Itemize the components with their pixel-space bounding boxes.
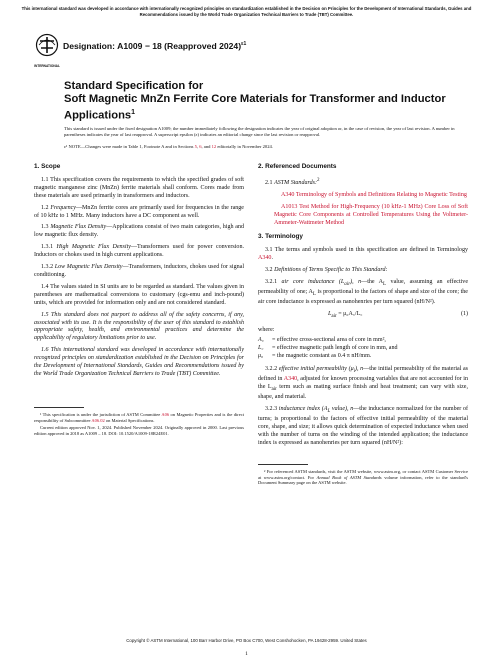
para-3-2-2: 3.2.2 effective initial permeability $(\mu_i)$, n—the initial permeability of the material as defined in A340, adjusted for known processing variables that are not accounted for in the $L_{air}$ term such as mating surface finish and heat treatment; can vary with size, shape, and material. [258,365,469,401]
document-title [64,80,464,123]
para-3-2-1: 3.2.1 air core inductance $(L_{air})$, n—the $A_L$ value, assuming an effective permeability of one; $A_L$ is proportional to the factors of shape and size of the core; the air core inductance is expressed as nanohenries per turn squared (nH/N²). [258,279,469,306]
copyright-line: Copyright © ASTM International, 100 Barr Harbor Drive, PO Box C700, West Conshohocken, PA 19428-2959. United States [126,638,367,643]
section-heading-terminology: 3. Terminology [258,233,303,241]
para-1-5: 1.5 This standard does not purport to address all of the safety concerns, if any, associated with its use. It is the responsibility of the user of this standard to establish appropriate safety, health, and environmental practices and determine the applicability of regulatory limitations prior to use. [34,311,244,342]
para-1-1: 1.1 This specification covers the requirements to which the specified grades of soft magnetic manganese zinc (MnZn) ferrite materials shall conform. Cores made from these materials are used primarily in transformers and inductors. [34,176,244,199]
left-column [34,161,244,439]
para-3-2: 3.2 Definitions of Terms Specific to This Standard: [265,267,388,274]
para-1-3: 1.3 Magnetic Flux Density—Applications consist of two main categories, high and low magnetic flux density. [34,224,244,239]
designation [63,41,246,51]
definition-row: A꜀ = effective cross-sectional area of core in mm², [258,337,386,344]
right-column [258,161,468,488]
section-heading-scope: 1. Scope [34,163,61,170]
para-1-3-1: 1.3.1 High Magnetic Flux Density—Transformers used for power conversion. Inductors or chokes used in high current applications. [34,244,244,259]
ref-a340: A340 Terminology of Symbols and Definitions Relating to Magnetic Testing [281,191,467,198]
title-line-2: Soft Magnetic MnZn Ferrite Core Materials for Transformer and Inductor Applications$^1$ [64,93,446,122]
equation-1-number: (1) [460,311,468,318]
equation-definitions [258,337,468,361]
footnote-1: ¹ This specification is under the jurisdiction of ASTM Committee A06 on Magnetic Properties and is the direct responsibility of Subcommittee A06.02 on Material Specifications. [34,411,244,423]
link-a1013[interactable]: A1013 [281,203,298,210]
page-number: 1 [245,651,248,657]
designation-text: Designation: A1009 − 18 (Reapproved 2024) [63,41,242,51]
title-line-1: Standard Specification for [64,80,204,92]
footnote-2: ² For referenced ASTM standards, visit the ASTM website, www.astm.org, or contact ASTM Customer Service at www.astm.org/contact. For Annual Book of ASTM Standards volume information, refer to the standard's Document Summary page on the ASTM website. [258,468,469,486]
link-subcommittee-a0602[interactable]: A06.02 [91,417,105,423]
footnote-rule [34,407,84,408]
changes-note: ε¹ NOTE—Changes were made in Table 1, Footnote A and in Sections 5, 6, and 12 editorially in November 2024. [64,144,273,149]
para-1-4: 1.4 The values stated in SI units are to be regarded as standard. The values given in parentheses are mathematical conversions to customary (cgs-emu and inch-pound) units, which are provided for information only and are not considered standard. [34,283,244,306]
definition-row: L꜀ = effective magnetic path length of core in mm, and [258,345,398,352]
logo-text: INTERNATIONAL [34,64,60,68]
equation-1 [258,311,468,321]
equation-1-body: $L_{air}$ = μ₀A꜀/L꜀ [328,311,363,320]
para-3-1: 3.1 The terms and symbols used in this specification are defined in Terminology A340. [258,247,468,262]
definition-row: μ₀ = the magnetic constant as 0.4 π nH/mm. [258,353,372,360]
astm-international-logo [34,33,60,68]
ref-a1013: A1013 Test Method for High-Frequency (10 kHz-1 MHz) Core Loss of Soft Magnetic Core Components at Controlled Temperatures Using the Voltmeter-Ammeter-Wattmeter Method [274,203,468,226]
link-committee-a06[interactable]: A06 [161,411,170,417]
link-section-5[interactable]: 5 [194,144,197,149]
section-heading-referenced-documents: 2. Referenced Documents [258,163,337,170]
designation-epsilon: ε1 [241,41,247,48]
link-a340[interactable]: A340 [281,191,295,198]
footnote-rule [258,464,308,465]
issuance-note: This standard is issued under the fixed designation A1009; the number immediately following the designation indicates the year of original adoption or, in the case of revision, the year of last revision. A number in parentheses indicates the year of last reapproval. A superscript epsilon (ε) indicates an editorial change since the last revision or reapproval. [64,126,455,137]
wto-notice: This international standard was developed in accordance with internationally recognized principles on standardization established in the Decision on Principles for the Development of International Standards, Guides and Recommendations issued by the World Trade Organization Technical Barriers to Trade (TBT) Committee. [21,6,472,17]
where-label: where: [258,327,275,334]
link-a340-permeability[interactable]: A340 [283,376,298,383]
title-footnote-mark: 1 [131,109,136,116]
para-1-6: 1.6 This international standard was developed in accordance with internationally recognized principles on standardization established in the Decision on Principles for the Development of International Standards, Guides and Recommendations issued by the World Trade Organization Technical Barriers to Trade (TBT) Committee. [34,347,244,377]
link-section-6[interactable]: 6 [199,144,202,149]
link-a340-terminology[interactable]: A340 [258,255,272,262]
astm-logo-icon [34,33,60,63]
para-1-3-2: 1.3.2 Low Magnetic Flux Density—Transformers, inductors, chokes used for signal conditioning. [34,264,244,278]
para-1-2: 1.2 Frequency—MnZn ferrite cores are primarily used for frequencies in the range of 10 kHz to 1 MHz. Many inductors have a DC component as well. [34,204,244,219]
footnote-1-edition: Current edition approved Nov. 1, 2024. Published November 2024. Originally approved in 2000. Last previous edition approved in 2018 as A1009 – 18. DOI: 10.1520/A1009-18R24E01. [34,425,244,437]
para-3-2-3: 3.2.3 inductance index ($A_L$ value), n—the inductance normalized for the number of turns; is proportional to the factors of effective initial permeability of the material core, shape, and size; it allows quick determination of expected inductance when used with the number of turns on the winding of the intended application; the inductance index is expressed as nanohenries per turn squared (nH/N²): [258,405,469,446]
link-section-12[interactable]: 12 [211,144,217,149]
para-2-1: 2.1 ASTM Standards:$^2$ [265,177,320,186]
